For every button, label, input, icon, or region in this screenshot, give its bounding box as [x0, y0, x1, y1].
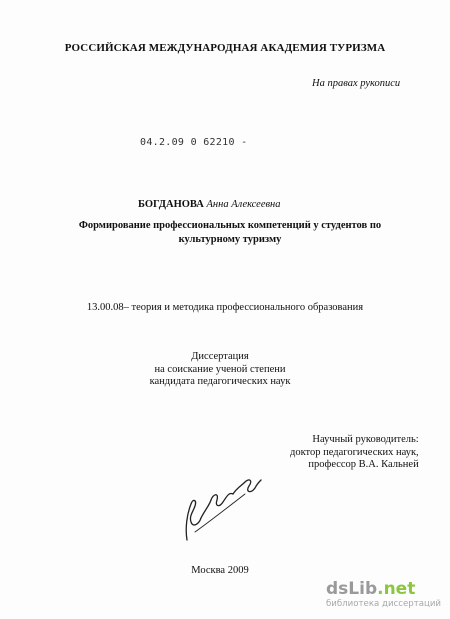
author-name — [138, 199, 281, 210]
watermark-logo-main: dsLib — [326, 579, 378, 599]
supervisor-line-2: доктор педагогических наук, — [290, 446, 419, 458]
supervisor-block — [290, 434, 419, 472]
archive-stamp: 04.2.09 0 62210 - — [140, 137, 248, 148]
supervisor-line-3: профессор В.А. Кальней — [308, 459, 419, 470]
dslib-watermark — [326, 580, 450, 609]
author-given-names: Анна Алексеевна — [206, 199, 281, 210]
city-and-year: Москва 2009 — [191, 565, 249, 576]
watermark-subtitle: библиотека диссертаций — [326, 599, 442, 609]
supervisor-line-1: Научный руководитель: — [312, 434, 419, 445]
degree-line-1: Диссертация — [191, 351, 249, 362]
institution-name: РОССИЙСКАЯ МЕЖДУНАРОДНАЯ АКАДЕМИЯ ТУРИЗМА — [64, 42, 386, 54]
degree-statement — [100, 351, 340, 389]
watermark-logo — [326, 580, 450, 598]
watermark-logo-accent: .net — [377, 579, 416, 599]
manuscript-rights-note: На правах рукописи — [312, 78, 401, 89]
author-surname: БОГДАНОВА — [138, 199, 204, 210]
specialty-code: 13.00.08– теория и методика профессионального образования — [86, 302, 364, 313]
degree-line-3: кандидата педагогических наук — [149, 376, 291, 387]
degree-line-2: на соискание ученой степени — [154, 363, 286, 375]
handwritten-signature — [175, 470, 265, 545]
dissertation-title: Формирование профессиональных компетенций у студентов по культурному туризму — [78, 220, 382, 245]
